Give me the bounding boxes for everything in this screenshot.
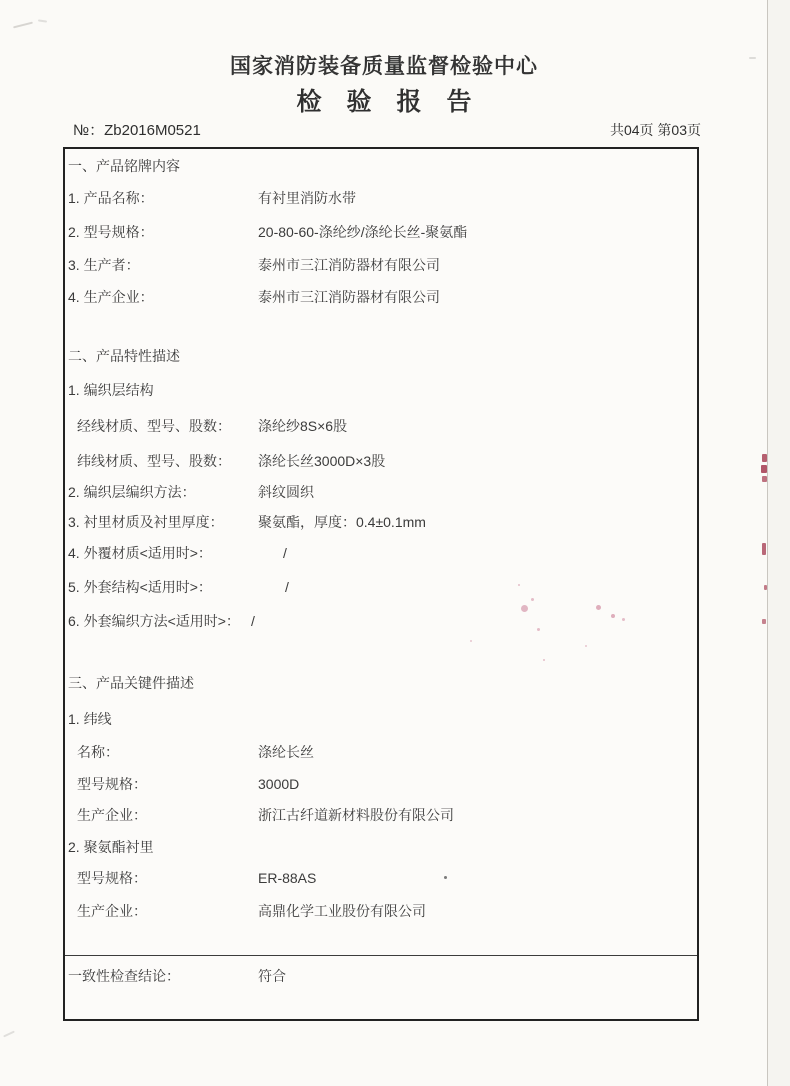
field-value: 3000D [258,776,300,792]
report-title: 检 验 报 告 [296,88,472,116]
stamp-residue-6 [611,614,615,618]
field-row [65,806,697,825]
ink-speck [444,876,447,879]
field-value: / [251,613,255,629]
field-label: 纬线材质、型号、股数： [77,453,231,469]
scan-smudge-topleft2 [38,19,47,22]
field-label: 型号规格： [77,776,147,792]
field-row [65,189,697,208]
field-row [65,743,697,762]
field-row [65,483,697,502]
report-table [63,147,699,1021]
field-row [65,381,697,400]
field-label: 2. 型号规格： [68,224,154,240]
scanner-background [768,0,790,1086]
field-row [65,902,697,921]
field-label: 3. 生产者： [68,257,140,273]
stamp-mark-edge-4 [762,543,766,555]
stamp-mark-edge-3 [762,476,767,482]
field-value: ER-88AS [258,870,317,886]
field-label: 2. 编织层编织方法： [68,484,196,500]
stamp-mark-edge-5 [764,585,767,590]
stamp-residue-5 [596,605,601,610]
field-row [65,578,697,597]
field-label: 生产企业： [77,903,147,919]
field-value: / [285,579,289,595]
field-value: 高鼎化学工业股份有限公司 [258,903,426,919]
field-value: 聚氨酯，厚度：0.4±0.1mm [258,514,426,530]
field-label: 型号规格： [77,870,147,886]
field-label: 5. 外套结构<适用时>： [68,579,212,595]
field-label: 2. 聚氨酯衬里 [68,839,154,855]
stamp-residue-8 [543,659,545,661]
field-label: 经线材质、型号、股数： [77,418,231,434]
field-value: 浙江古纤道新材料股份有限公司 [258,807,454,823]
stamp-mark-edge-6 [762,619,766,624]
section-title: 二、产品特性描述 [68,348,180,364]
field-label: 1. 纬线 [68,711,112,727]
field-row [65,417,697,436]
scan-smudge-right [749,57,756,59]
field-label: 1. 编织层结构 [68,382,154,398]
field-label: 生产企业： [77,807,147,823]
field-row [65,710,697,729]
field-row [65,775,697,794]
field-value: 符合 [258,968,286,984]
stamp-residue-1 [521,605,528,612]
field-value: 涤纶长丝3000D×3股 [258,453,386,469]
field-label: 4. 生产企业： [68,289,154,305]
section-title: 一、产品铭牌内容 [68,158,180,174]
field-label: 4. 外覆材质<适用时>： [68,545,212,561]
field-row [65,288,697,307]
field-value: 涤纶长丝 [258,744,314,760]
field-value: 泰州市三江消防器材有限公司 [258,289,440,305]
field-value: 涤纶纱8S×6股 [258,418,348,434]
section-header-row [65,674,697,693]
field-value: 20-80-60-涤纶纱/涤纶长丝-聚氨酯 [258,224,468,240]
field-label: 6. 外套编织方法<适用时>： [68,613,240,629]
field-row [65,869,697,888]
section-title: 三、产品关键件描述 [68,675,194,691]
field-value: 泰州市三江消防器材有限公司 [258,257,440,273]
field-row [65,612,697,631]
field-label: 3. 衬里材质及衬里厚度： [68,514,224,530]
field-row [65,838,697,857]
stamp-mark-edge-2 [761,465,767,473]
paper-edge [767,0,768,1086]
field-row [65,223,697,242]
field-value: / [283,545,287,561]
stamp-residue-4 [518,584,520,586]
scan-smudge-bottomleft [3,1031,15,1038]
org-title: 国家消防装备质量监督检验中心 [230,55,538,78]
stamp-residue-3 [537,628,540,631]
stamp-residue-7 [622,618,625,621]
stamp-mark-edge-1 [762,454,767,462]
table-divider [65,955,697,956]
field-label: 一致性检查结论： [68,968,180,984]
section-header-row [65,347,697,366]
report-number: №：Zb2016M0521 [73,122,201,139]
field-row [65,256,697,275]
field-row [65,967,697,986]
field-row [65,513,697,532]
stamp-residue-9 [585,645,587,647]
section-header-row [65,157,697,176]
stamp-residue-2 [531,598,534,601]
field-row [65,544,697,563]
page-info: 共04页 第03页 [609,122,701,138]
field-label: 名称： [77,744,119,760]
field-row [65,452,697,471]
field-value: 有衬里消防水带 [258,190,356,206]
field-label: 1. 产品名称： [68,190,154,206]
field-value: 斜纹圆织 [258,484,314,500]
stamp-residue-10 [470,640,472,642]
scan-smudge-topleft [13,22,33,29]
